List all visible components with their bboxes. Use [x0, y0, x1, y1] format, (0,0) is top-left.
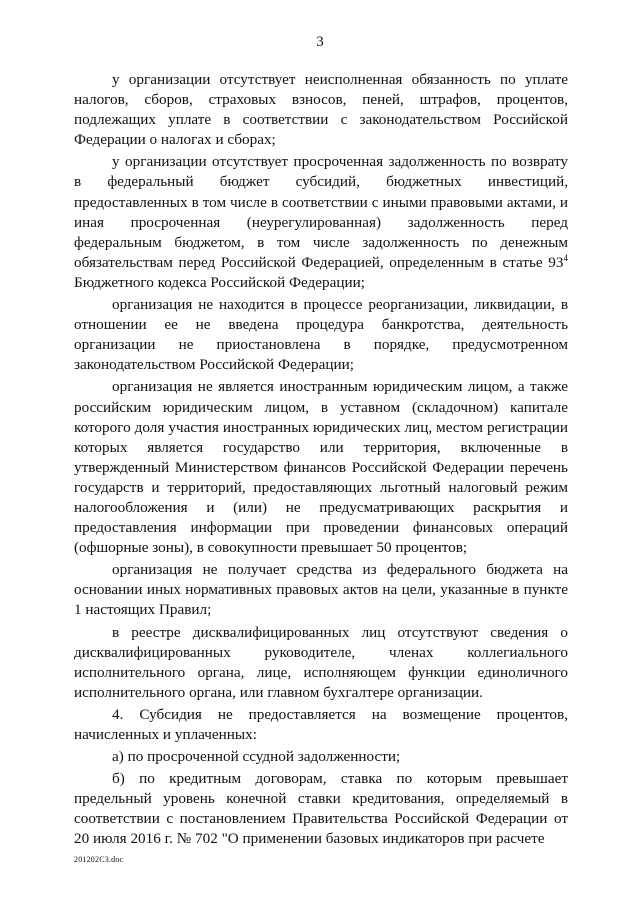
page-number: 3 — [316, 34, 324, 50]
paragraph-foreign-entity: организация не является иностранным юридическим лицом, а также российским юридическим лицом, в уставном (складочном) капитале которого доля участия иностранных юридических лиц, местом регистрации которых является государство или территория, включенные в утвержденный Министерством финансов Российской Федерации перечень государств и территорий, предоставляющих льготный налоговый режим налогообложения и (или) не предусматривающих раскрытия и предоставления информации при проведении финансовых операций (офшорные зоны), в совокупности превышает 50 процентов; — [74, 378, 568, 557]
paragraph-reorganization: организация не находится в процессе реорганизации, ликвидации, в отношении ее не введена процедура банкротства, деятельность организации не приостановлена в порядке, предусмотренном законодательством Российской Федерации; — [74, 296, 568, 374]
article-superscript: 4 — [563, 252, 568, 263]
paragraph-section-4: 4. Субсидия не предоставляется на возмещение процентов, начисленных и уплаченных: — [74, 705, 568, 743]
paragraph-tax-obligation: у организации отсутствует неисполненная обязанность по уплате налогов, сборов, страховых взносов, пеней, штрафов, процентов, подлежащих уплате в соответствии с законодательством Российской Федерации о налогах и сборах; — [74, 71, 568, 149]
paragraph-item-b: б) по кредитным договорам, ставка по которым превышает предельный уровень конечной ставки кредитования, определяемый в соответствии с постановлением Правительства Российской Федерации от 20 июля 2016 г. № 702 "О применении базовых индикаторов при расчете — [74, 770, 568, 848]
paragraph-federal-funds: организация не получает средства из федерального бюджета на основании иных нормативных правовых актов на цели, указанные в пункте 1 настоящих Правил; — [74, 561, 568, 619]
paragraph-item-a: а) по просроченной ссудной задолженности; — [112, 748, 401, 766]
paragraph-budget-debt-tail: Бюджетного кодекса Российской Федерации; — [74, 273, 365, 291]
paragraph-budget-debt-text: у организации отсутствует просроченная задолженность по возврату в федеральный бюджет субсидий, бюджетных инвестиций, предоставленных в том числе в соответствии с иными правовыми актами, и иная просроченная (неурегулированная) задолженность перед федеральным бюджетом, в том числе задолженность по денежным обязательствам перед Российской Федерацией, определенным в статье 93 — [74, 153, 568, 271]
paragraph-budget-debt — [74, 152, 568, 293]
paragraph-disqualified-registry: в реестре дисквалифицированных лиц отсутствуют сведения о дисквалифицированных руководителе, членах коллегиального исполнительного органа, лице, исполняющем функции единоличного исполнительного органа, или главном бухгалтере организации. — [74, 623, 568, 701]
footer-file-code: 201202C3.doc — [74, 855, 124, 864]
document-body — [74, 70, 568, 852]
